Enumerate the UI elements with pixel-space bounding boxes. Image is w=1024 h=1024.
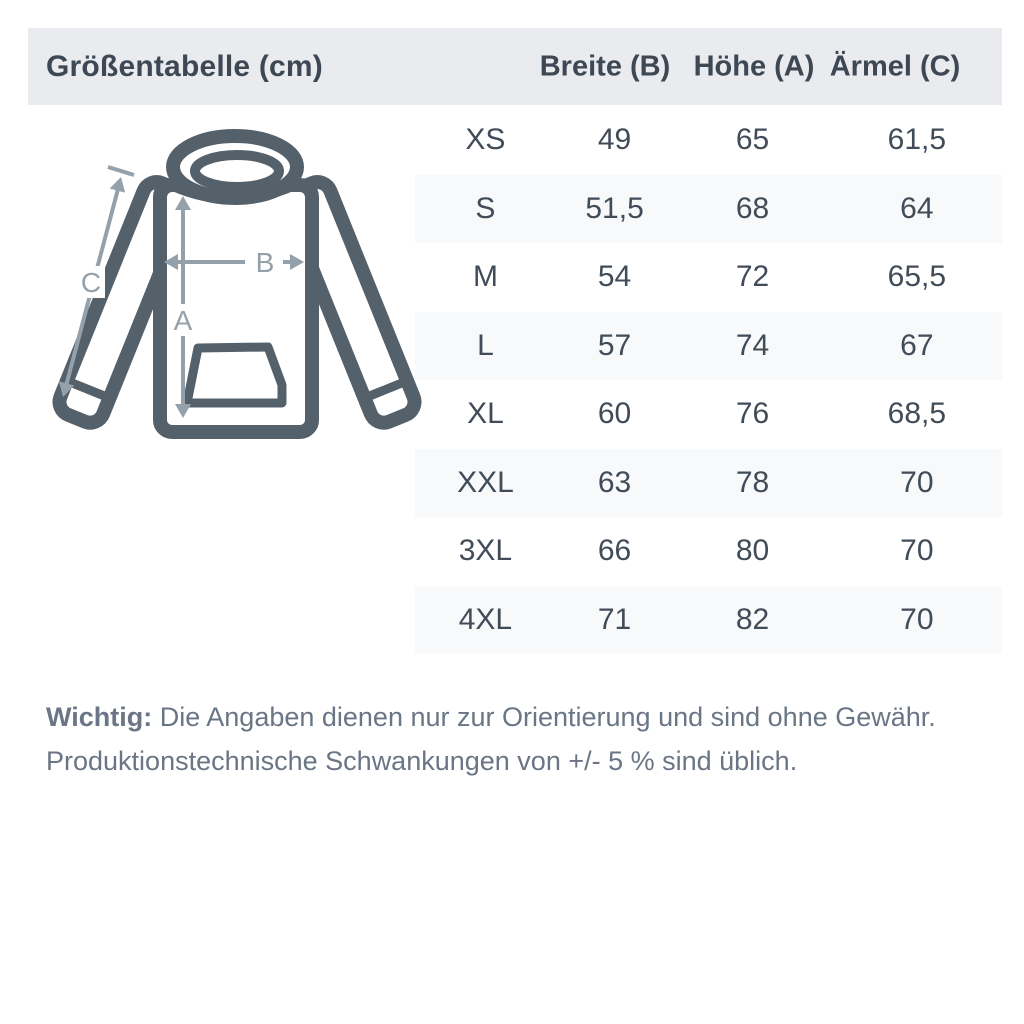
- aermel-value: 64: [900, 191, 934, 225]
- hoodie-measurement-diagram: [40, 110, 430, 470]
- hoehe-value: 65: [735, 123, 770, 157]
- breite-value: 66: [597, 534, 632, 568]
- size-label: S: [475, 191, 496, 225]
- table-header: [28, 28, 1002, 105]
- hoehe-value: 74: [735, 328, 770, 362]
- table-row-xl: [415, 380, 1002, 449]
- breite-value: 60: [597, 397, 632, 431]
- breite-value: 54: [597, 260, 632, 294]
- column-header-hoehe: Höhe (A): [693, 50, 815, 82]
- size-label: XL: [467, 397, 504, 431]
- hoehe-value: 76: [735, 397, 770, 431]
- size-label: XS: [465, 123, 506, 157]
- table-row-s: [415, 175, 1002, 244]
- breite-value: 49: [597, 123, 632, 157]
- column-header-breite: Breite (B): [539, 50, 671, 82]
- breite-value: 57: [597, 328, 632, 362]
- table-row-xs: [415, 106, 1002, 175]
- table-row-xxl: [415, 449, 1002, 518]
- column-header-aermel: Ärmel (C): [829, 50, 961, 82]
- table-row-l: [415, 312, 1002, 381]
- disclaimer-line2: Produktionstechnische Schwankungen von +/- 5 % sind üblich.: [46, 746, 798, 776]
- aermel-value: 61,5: [887, 123, 947, 157]
- size-label: L: [477, 328, 494, 362]
- aermel-value: 67: [900, 328, 934, 362]
- hoehe-value: 72: [735, 260, 770, 294]
- hoehe-value: 80: [735, 534, 770, 568]
- hoehe-value: 82: [735, 602, 770, 636]
- size-label: 3XL: [458, 534, 513, 568]
- hoehe-value: 68: [735, 191, 770, 225]
- disclaimer-label: Wichtig:: [46, 702, 153, 732]
- measure-label-a: A: [173, 305, 193, 336]
- table-row-m: [415, 243, 1002, 312]
- aermel-value: 70: [900, 602, 934, 636]
- disclaimer-line1: Die Angaben dienen nur zur Orientierung und sind ohne Gewähr.: [159, 702, 936, 732]
- size-table: [415, 106, 1002, 654]
- table-row-3xl: [415, 517, 1002, 586]
- size-label: XXL: [457, 465, 514, 499]
- disclaimer-note: [46, 695, 976, 783]
- aermel-value: 68,5: [887, 397, 947, 431]
- aermel-value: 70: [900, 534, 934, 568]
- aermel-value: 70: [900, 465, 934, 499]
- size-label: M: [472, 260, 498, 294]
- measure-label-b: B: [255, 247, 275, 278]
- breite-value: 51,5: [585, 191, 644, 225]
- table-row-4xl: [415, 586, 1002, 655]
- measure-label-c: C: [80, 267, 102, 298]
- page-title: Größentabelle (cm): [46, 49, 323, 83]
- hoehe-value: 78: [735, 465, 770, 499]
- breite-value: 63: [597, 465, 632, 499]
- aermel-value: 65,5: [887, 260, 947, 294]
- breite-value: 71: [597, 602, 632, 636]
- size-label: 4XL: [458, 602, 513, 636]
